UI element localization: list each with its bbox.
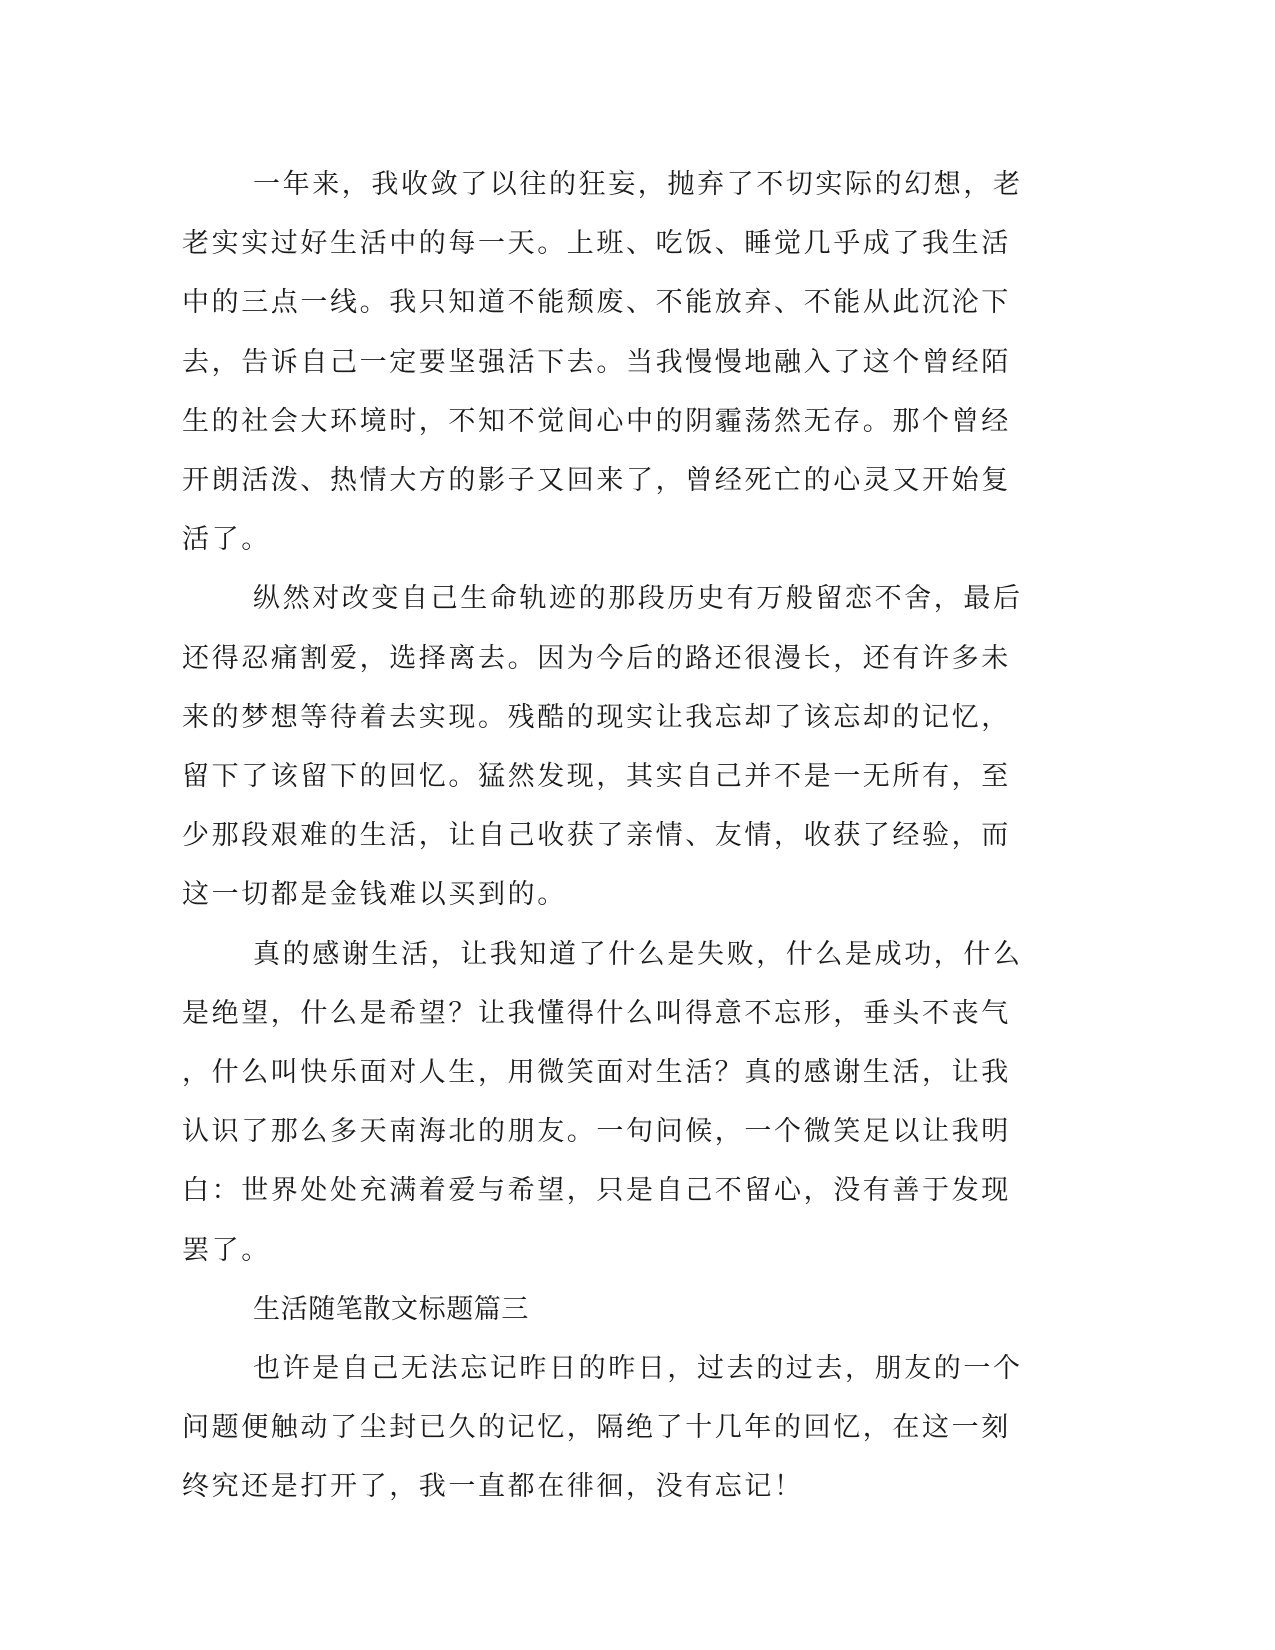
section-heading: 生活随笔散文标题篇三 xyxy=(253,1293,529,1325)
paragraph-4: 也许是自己无法忘记昨日的昨日，过去的过去，朋友的一个问题便触动了尘封已久的记忆，隔绝了十几年的回忆，在这一刻终究还是打开了，我一直都在徘徊，没有忘记！ xyxy=(182,1353,1023,1503)
paragraph-2: 纵然对改变自己生命轨迹的那段历史有万般留恋不舍，最后还得忍痛割爱，选择离去。因为今后的路还很漫长，还有许多未来的梦想等待着去实现。残酷的现实让我忘却了该忘却的记忆，留下了该留下的回忆。猛然发现，其实自己并不是一无所有，至少那段艰难的生活，让自己收获了亲情、友情，收获了经验，而这一切都是金钱难以买到的。 xyxy=(182,583,1023,911)
paragraph-3: 真的感谢生活，让我知道了什么是失败，什么是成功，什么是绝望，什么是希望？让我懂得什么叫得意不忘形，垂头不丧气，什么叫快乐面对人生，用微笑面对生活？真的感谢生活，让我认识了那么多天南海北的朋友。一句问候，一个微笑足以让我明白：世界处处充满着爱与希望，只是自己不留心，没有善于发现罢了。 xyxy=(182,938,1023,1266)
document-body xyxy=(182,155,1034,1517)
paragraph-1: 一年来，我收敛了以往的狂妄，抛弃了不切实际的幻想，老老实实过好生活中的每一天。上班、吃饭、睡觉几乎成了我生活中的三点一线。我只知道不能颓废、不能放弃、不能从此沉沦下去，告诉自己一定要坚强活下去。当我慢慢地融入了这个曾经陌生的社会大环境时，不知不觉间心中的阴霾荡然无存。那个曾经开朗活泼、热情大方的影子又回来了，曾经死亡的心灵又开始复活了。 xyxy=(182,169,1023,556)
